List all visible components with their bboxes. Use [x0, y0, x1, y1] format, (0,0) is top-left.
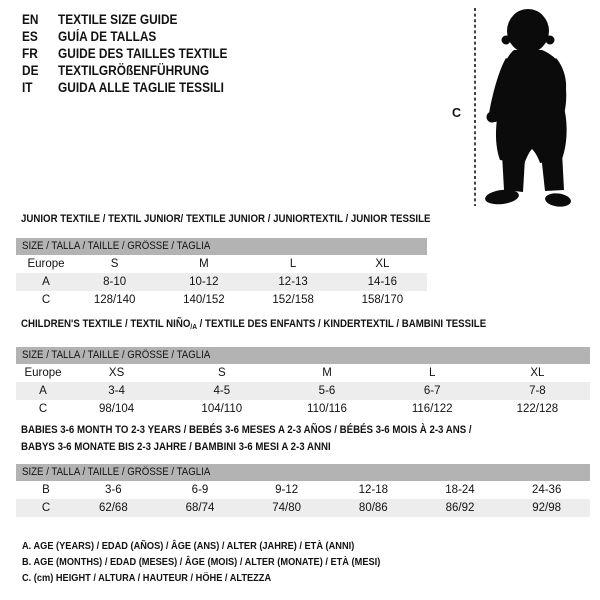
size-header-bar: SIZE / TALLA / TAILLE / GRÖSSE / TAGLIA — [16, 347, 590, 364]
table-row-age-months — [16, 481, 590, 499]
junior-size-table — [16, 238, 427, 309]
language-row-de — [22, 62, 251, 79]
size-header-bar: SIZE / TALLA / TAILLE / GRÖSSE / TAGLIA — [16, 238, 427, 255]
value-cell: 9-12 — [275, 484, 299, 496]
value-cell: 158/170 — [361, 294, 404, 306]
footnote-age-months: B. AGE (MONTHS) / EDAD (MESES) / ÂGE (MOIS) / ALTER (MONATE) / ETÀ (MESI) — [22, 556, 381, 568]
row-label: Europe — [27, 258, 65, 270]
language-row-en — [22, 11, 251, 28]
table-row-height — [16, 499, 590, 517]
babies-size-table — [16, 464, 590, 517]
size-cell: L — [428, 367, 436, 379]
table-row-height — [16, 400, 590, 418]
language-row-fr — [22, 45, 251, 62]
footnote-height-cm: C. (cm) HEIGHT / ALTURA / HAUTEUR / HÖHE / ALTEZZA — [22, 572, 272, 584]
language-code: DE — [22, 63, 39, 78]
footnote-age-years: A. AGE (YEARS) / EDAD (AÑOS) / ÂGE (ANS) / ALTER (JAHRE) / ETÀ (ANNI) — [22, 540, 355, 552]
language-code: EN — [22, 12, 39, 27]
size-cell: L — [289, 258, 297, 270]
language-title: TEXTILGRÖßENFÜHRUNG — [58, 63, 210, 78]
table-row-age — [16, 382, 590, 400]
value-cell: 12-18 — [358, 484, 389, 496]
language-title: GUIDA ALLE TAGLIE TESSILI — [58, 80, 224, 95]
size-header-bar: SIZE / TALLA / TAILLE / GRÖSSE / TAGLIA — [16, 464, 590, 481]
size-cell: XL — [530, 367, 545, 379]
value-cell: 92/98 — [532, 502, 562, 514]
size-cell: M — [199, 258, 209, 270]
row-label: B — [42, 484, 50, 496]
value-cell: 140/152 — [183, 294, 225, 306]
value-cell: 86/92 — [445, 502, 475, 514]
size-cell: S — [110, 258, 119, 270]
row-label: C — [38, 403, 48, 415]
value-cell: 74/80 — [272, 502, 302, 514]
value-cell: 18-24 — [445, 484, 475, 496]
row-label: C — [41, 502, 51, 514]
value-cell: 122/128 — [516, 403, 559, 415]
language-code: ES — [22, 29, 38, 44]
language-title: TEXTILE SIZE GUIDE — [58, 12, 178, 27]
value-cell: 5-6 — [318, 385, 336, 397]
row-label: A — [42, 276, 50, 288]
height-measure-label: C — [452, 106, 462, 120]
value-cell: 6-7 — [423, 385, 441, 397]
value-cell: 3-6 — [105, 484, 122, 496]
size-cell: M — [322, 367, 332, 379]
language-row-it — [22, 79, 251, 96]
language-code: FR — [22, 46, 38, 61]
value-cell: 8-10 — [103, 276, 127, 288]
value-cell: 68/74 — [185, 502, 215, 514]
table-row-europe — [16, 255, 427, 273]
language-code: IT — [22, 80, 33, 95]
value-cell: 104/110 — [201, 403, 243, 415]
row-label: Europe — [24, 367, 62, 379]
value-cell: 24-36 — [531, 484, 562, 496]
row-label: A — [39, 385, 47, 397]
children-table-title: CHILDREN'S TEXTILE / TEXTIL $NIÑO_{/A}$ / TEXTILE DES ENFANTS / KINDERTEXTIL / BAMBINI TESSILE — [21, 318, 487, 331]
language-legend — [22, 11, 251, 96]
size-cell: XL — [375, 258, 390, 270]
value-cell: 80/86 — [358, 502, 388, 514]
legend-footnotes — [22, 538, 429, 586]
table-row-height — [16, 291, 427, 309]
value-cell: 116/122 — [411, 403, 453, 415]
value-cell: 7-8 — [529, 385, 546, 397]
size-cell: S — [217, 367, 226, 379]
value-cell: 6-9 — [191, 484, 209, 496]
babies-table-title: BABIES 3-6 MONTH TO 2-3 YEARS / BEBÉS 3-6 MESES A 2-3 AÑOS / BÉBÉS 3-6 MOIS À 2-3 ANS / BABYS 3-6 MONATE BIS 2-3 JAHRE / BAMBINI 3-6 MESI A 2-3 ANNI — [21, 424, 472, 453]
row-label: C — [41, 294, 51, 306]
baby-silhouette — [484, 9, 571, 208]
language-title: GUIDE DES TAILLES TEXTILE — [58, 46, 228, 61]
size-cell: XS — [108, 367, 125, 379]
value-cell: 10-12 — [189, 276, 219, 288]
table-row-age — [16, 273, 427, 291]
table-row-europe — [16, 364, 590, 382]
value-cell: 4-5 — [213, 385, 231, 397]
language-title: GUÍA DE TALLAS — [58, 29, 157, 44]
value-cell: 12-13 — [278, 276, 308, 288]
value-cell: 110/116 — [307, 403, 347, 415]
language-row-es — [22, 28, 251, 45]
nino-a-subscript: /A — [190, 322, 197, 331]
value-cell: 128/140 — [93, 294, 136, 306]
value-cell: 152/158 — [272, 294, 314, 306]
value-cell: 14-16 — [367, 276, 398, 288]
children-size-table — [16, 347, 590, 418]
value-cell: 62/68 — [98, 502, 128, 514]
baby-silhouette-icon — [470, 0, 600, 215]
junior-table-title: JUNIOR TEXTILE / TEXTIL JUNIOR/ TEXTILE JUNIOR / JUNIORTEXTIL / JUNIOR TESSILE — [21, 213, 431, 225]
value-cell: 3-4 — [108, 385, 125, 397]
value-cell: 98/104 — [99, 403, 135, 415]
